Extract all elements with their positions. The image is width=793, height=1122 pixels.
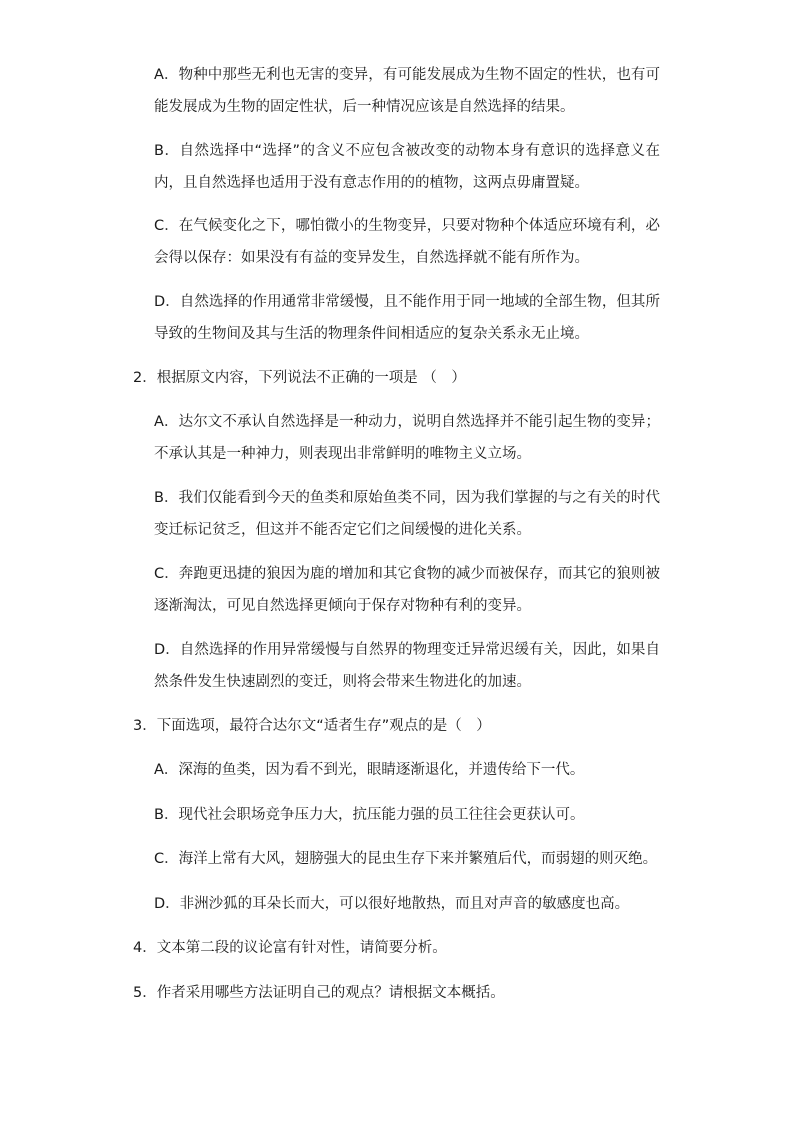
question-5-stem: 5．作者采用哪些方法证明自己的观点？请根据文本概括。 [133, 985, 505, 1001]
q3-option-d: D．非洲沙狐的耳朵长而大，可以很好地散热，而且对声音的敏感度也高。 [154, 896, 630, 912]
q3-option-b: B．现代社会职场竞争压力大，抗压能力强的员工往往会更获认可。 [154, 807, 585, 823]
q2-option-a: A．达尔文不承认自然选择是一种动力，说明自然选择并不能引起生物的变异；不承认其是一种神力，则表现出非常鲜明的唯物主义立场。 [154, 414, 660, 462]
q2-option-d: D．自然选择的作用异常缓慢与自然界的物理变迁异常迟缓有关，因此，如果自然条件发生快速剧烈的变迁，则将会带来生物进化的加速。 [154, 642, 660, 690]
q1-option-c: C．在气候变化之下，哪怕微小的生物变异，只要对物种个体适应环境有利，必会得以保存：如果没有有益的变异发生，自然选择就不能有所作为。 [154, 218, 660, 266]
question-4-stem: 4．文本第二段的议论富有针对性，请简要分析。 [133, 940, 447, 956]
q1-option-a: A．物种中那些无利也无害的变异，有可能发展成为生物不固定的性状，也有可能发展成为生物的固定性状，后一种情况应该是自然选择的结果。 [154, 67, 660, 115]
q2-option-c: C．奔跑更迅捷的狼因为鹿的增加和其它食物的减少而被保存，而其它的狼则被逐渐淘汰，可见自然选择更倾向于保存对物种有利的变异。 [154, 566, 660, 614]
question-3-stem: 3．下面选项，最符合达尔文“适者生存”观点的是（ ） [133, 718, 491, 734]
q1-option-d: D．自然选择的作用通常非常缓慢，且不能作用于同一地域的全部生物，但其所导致的生物间及其与生活的物理条件间相适应的复杂关系永无止境。 [154, 294, 660, 342]
q2-option-b: B．我们仅能看到今天的鱼类和原始鱼类不同，因为我们掌握的与之有关的时代变迁标记贫乏，但这并不能否定它们之间缓慢的进化关系。 [154, 490, 660, 538]
q3-option-c: C．海洋上常有大风，翅膀强大的昆虫生存下来并繁殖后代，而弱翅的则灭绝。 [154, 851, 658, 867]
question-2-stem: 2．根据原文内容，下列说法不正确的一项是 （ ） [133, 370, 466, 386]
q1-option-b: B．自然选择中“选择”的含义不应包含被改变的动物本身有意识的选择意义在内，且自然选择也适用于没有意志作用的的植物，这两点毋庸置疑。 [154, 143, 660, 191]
q3-option-a: A．深海的鱼类，因为看不到光，眼睛逐渐退化，并遗传给下一代。 [154, 762, 585, 778]
